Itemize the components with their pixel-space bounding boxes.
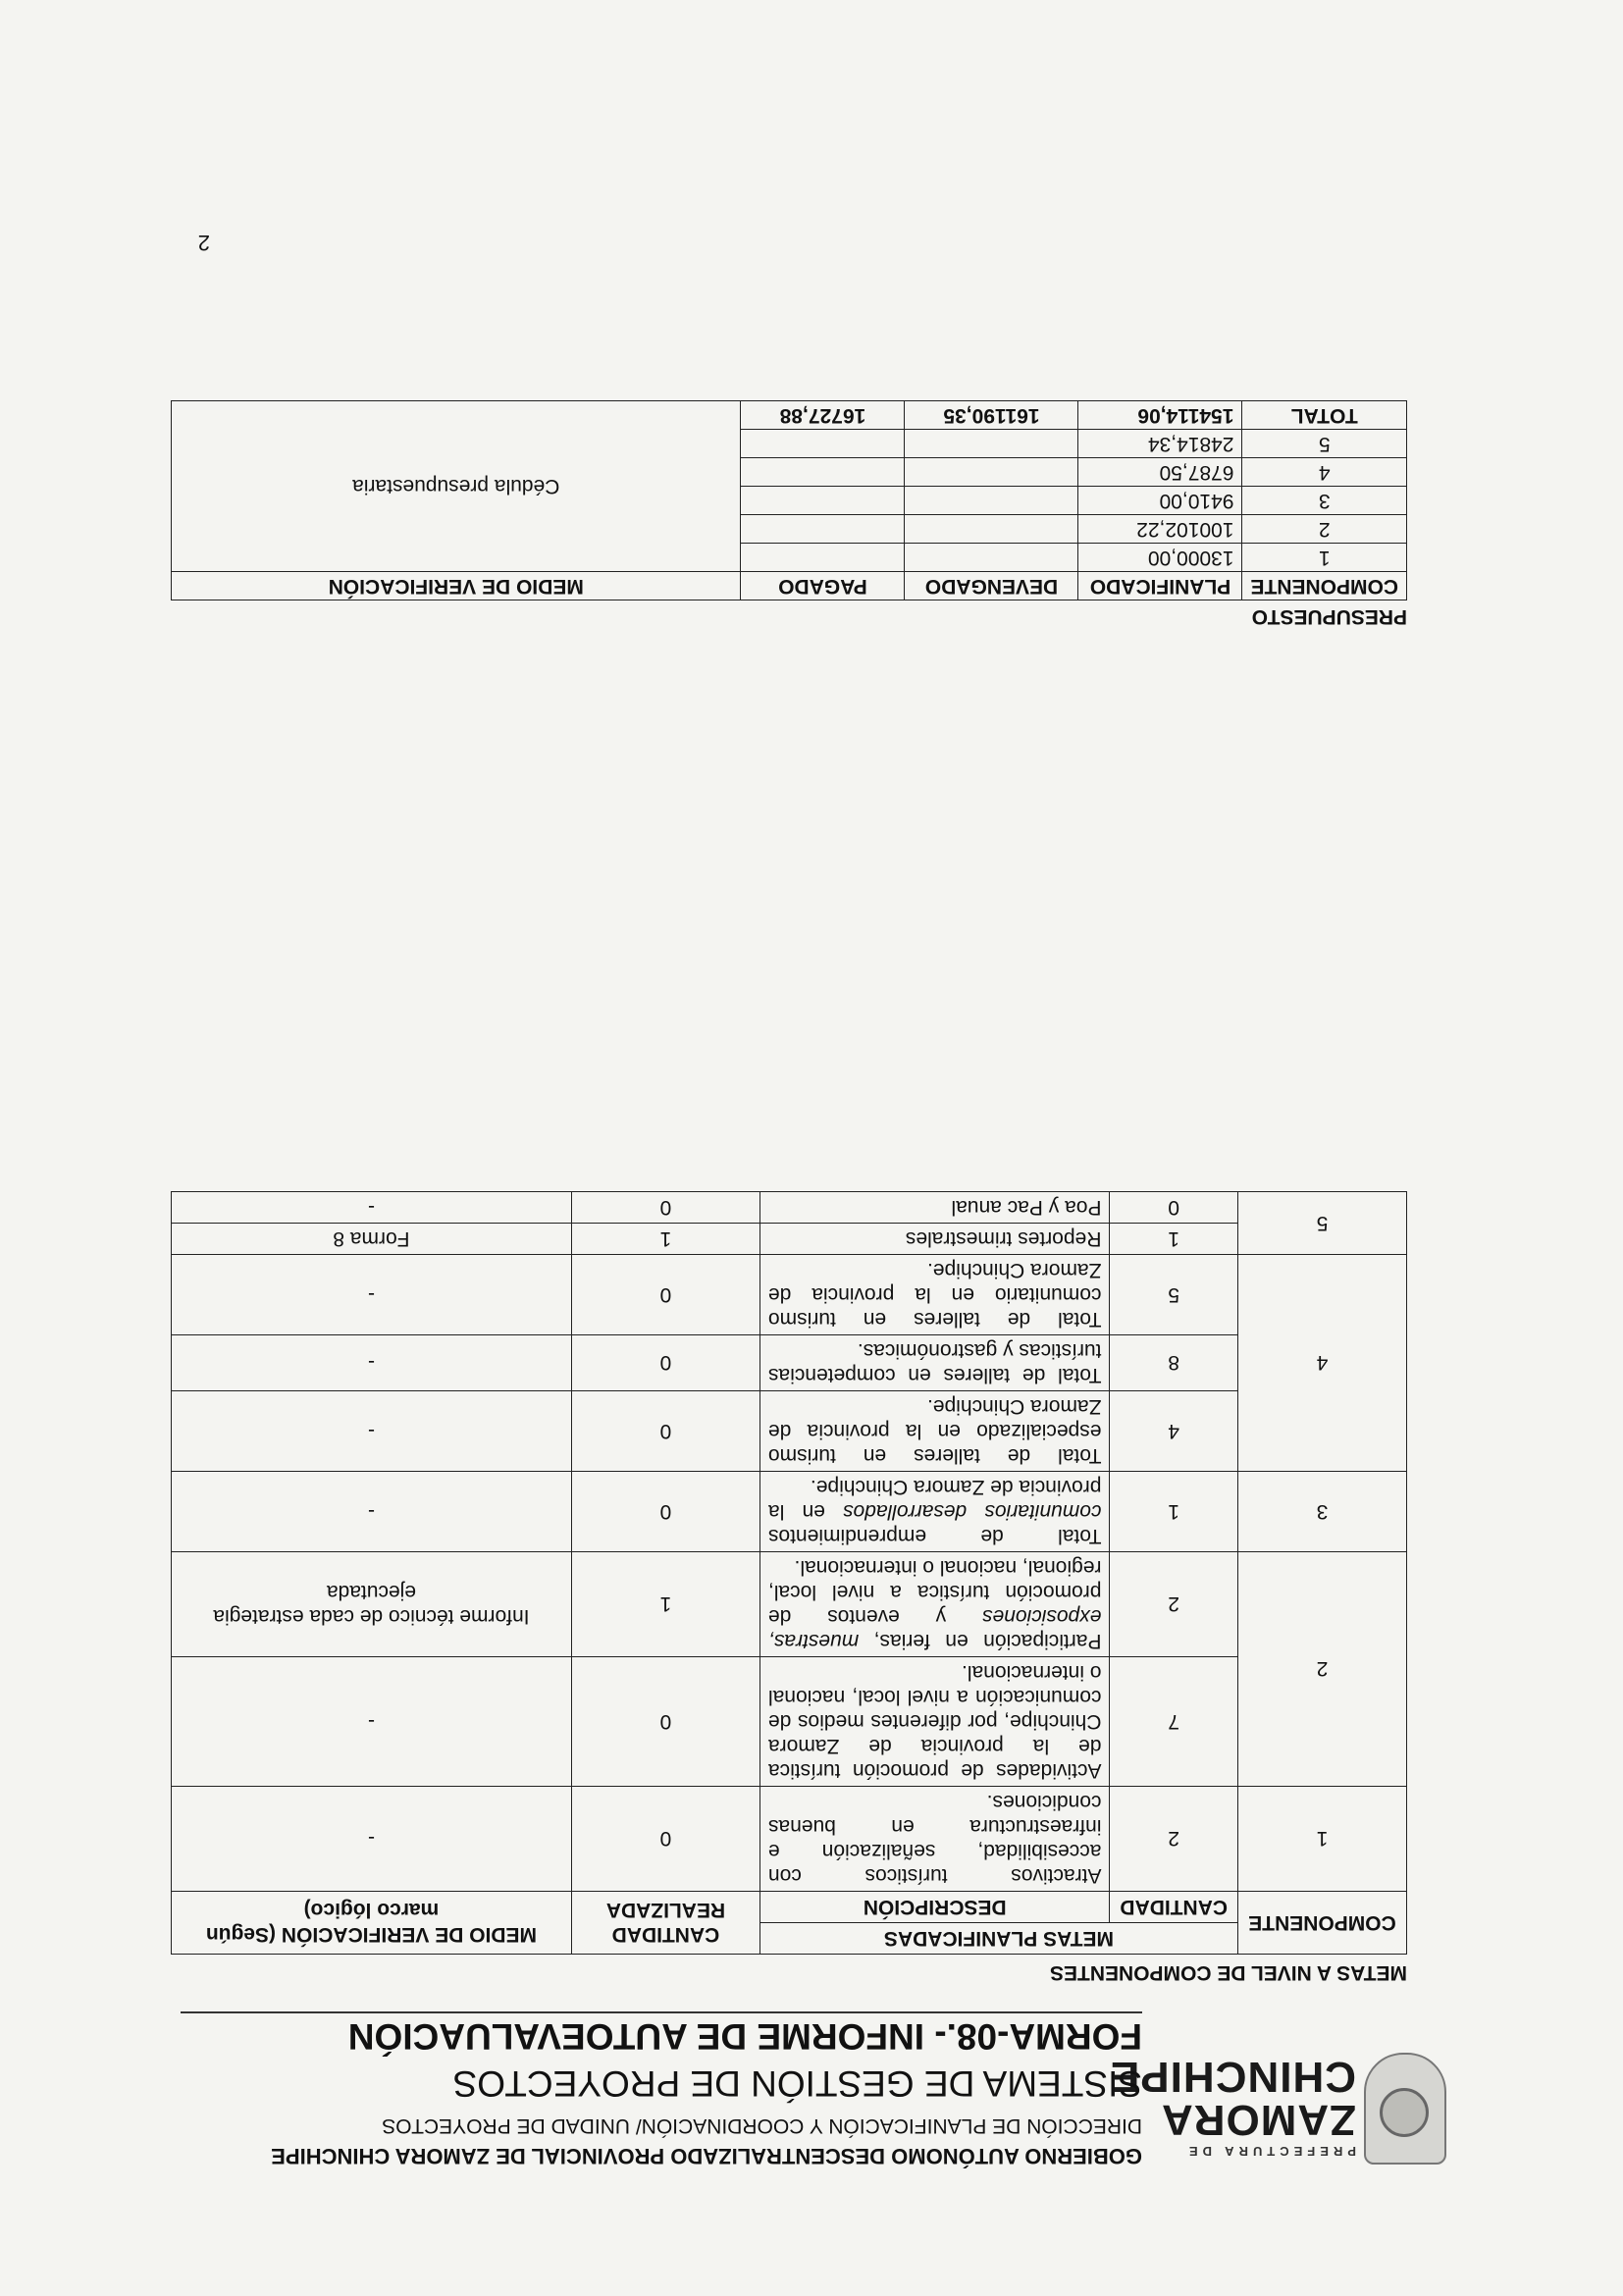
cantidad-cell: 7 — [1110, 1657, 1237, 1787]
componente-cell: 4 — [1242, 458, 1407, 487]
descripcion-cell: Total de talleres en turismo comunitario en la provincia de Zamora Chinchipe. — [759, 1255, 1109, 1335]
table-row — [172, 1192, 1407, 1224]
logo-text-chinchipe: CHINCHIPE — [1109, 2053, 1356, 2101]
medio-cell: - — [172, 1657, 572, 1787]
table-row — [172, 1472, 1407, 1552]
prefectura-logo — [1109, 2027, 1446, 2174]
componente-cell: 2 — [1242, 515, 1407, 544]
table-row — [172, 1787, 1407, 1892]
devengado-cell — [905, 487, 1078, 515]
table-row — [172, 1657, 1407, 1787]
medio-cell: - — [172, 1255, 572, 1335]
realizada-cell: 0 — [571, 1391, 759, 1472]
realizada-cell: 0 — [571, 1657, 759, 1787]
cantidad-cell: 5 — [1110, 1255, 1237, 1335]
descripcion-cell — [759, 1472, 1109, 1552]
table-row — [172, 1224, 1407, 1255]
total-pagado: 16727,88 — [741, 401, 905, 430]
total-planificado: 154114,06 — [1078, 401, 1242, 430]
table-row — [172, 544, 1407, 572]
header-divider — [181, 2011, 1142, 2013]
componente-cell: 5 — [1237, 1192, 1406, 1255]
medio-cell: - — [172, 1391, 572, 1472]
col-planificado: PLANIFICADO — [1078, 572, 1242, 600]
total-devengado: 161190,35 — [905, 401, 1078, 430]
cantidad-cell: 4 — [1110, 1391, 1237, 1472]
table-row — [172, 1335, 1407, 1391]
medio-cell: - — [172, 1787, 572, 1892]
metas-heading: METAS A NIVEL DE COMPONENTES — [1049, 1961, 1407, 1984]
pagado-cell — [741, 458, 905, 487]
descripcion-cell: Poa y Pac anual — [759, 1192, 1109, 1224]
devengado-cell — [905, 515, 1078, 544]
cantidad-cell: 2 — [1110, 1787, 1237, 1892]
planificado-cell: 24814,34 — [1078, 430, 1242, 458]
descripcion-cell: Total de talleres en turismo especializado en la provincia de Zamora Chinchipe. — [759, 1391, 1109, 1472]
realizada-cell: 0 — [571, 1335, 759, 1391]
componente-cell: 5 — [1242, 430, 1407, 458]
page-number: 2 — [197, 231, 210, 255]
planificado-cell: 100102,22 — [1078, 515, 1242, 544]
table-row — [172, 1552, 1407, 1657]
presupuesto-heading: PRESUPUESTO — [1251, 605, 1407, 628]
descripcion-cell: Total de talleres en competencias turísticas y gastronómicas. — [759, 1335, 1109, 1391]
organization-name: GOBIERNO AUTÓNOMO DESCENTRALIZADO PROVINCIAL DE ZAMORA CHINCHIPE — [271, 2144, 1142, 2168]
medio-cell: Cédula presupuestaria — [172, 401, 741, 572]
col-cantidad: CANTIDAD — [1110, 1892, 1237, 1923]
cantidad-cell: 1 — [1110, 1224, 1237, 1255]
col-componente: COMPONENTE — [1237, 1892, 1406, 1955]
logo-small-text: PREFECTURA DE — [1183, 2144, 1356, 2159]
componente-cell: 4 — [1237, 1255, 1406, 1472]
descripcion-text-italic: comunitarios desarrollados — [843, 1500, 1102, 1523]
col-metas-planificadas: METAS PLANIFICADAS — [759, 1923, 1237, 1955]
descripcion-text-a: Participación en ferias, — [859, 1630, 1102, 1652]
realizada-cell: 1 — [571, 1552, 759, 1657]
medio-cell: - — [172, 1335, 572, 1391]
componente-cell: 3 — [1237, 1472, 1406, 1552]
realizada-cell: 0 — [571, 1192, 759, 1224]
planificado-cell: 6787,50 — [1078, 458, 1242, 487]
componente-cell: 1 — [1237, 1787, 1406, 1892]
descripcion-text-b: y eventos de promoción turística a nivel local, regional, nacional o internacional. — [767, 1556, 1102, 1628]
col-componente: COMPONENTE — [1242, 572, 1407, 600]
medio-cell: - — [172, 1192, 572, 1224]
col-cantidad-realizada: CANTIDAD REALIZADA — [571, 1892, 759, 1955]
presupuesto-table — [171, 400, 1407, 600]
descripcion-text-italic: muestras, exposiciones — [767, 1605, 1102, 1652]
pagado-cell — [741, 487, 905, 515]
document-header — [181, 2011, 1476, 2178]
componente-cell: 2 — [1237, 1552, 1406, 1787]
pagado-cell — [741, 515, 905, 544]
col-medio-verificacion: MEDIO DE VERIFICACIÓN (Según marco lógico) — [172, 1892, 572, 1955]
logo-text-zamora: ZAMORA — [1160, 2096, 1356, 2144]
cantidad-cell: 2 — [1110, 1552, 1237, 1657]
realizada-cell: 1 — [571, 1224, 759, 1255]
pagado-cell — [741, 544, 905, 572]
col-descripcion: DESCRIPCIÓN — [759, 1892, 1109, 1923]
form-title: FORMA-08.- INFORME DE AUTOEVALUACIÓN — [347, 2016, 1142, 2057]
planificado-cell: 9410,00 — [1078, 487, 1242, 515]
devengado-cell — [905, 458, 1078, 487]
medio-cell: - — [172, 1472, 572, 1552]
pagado-cell — [741, 430, 905, 458]
header-titles — [181, 2015, 1142, 2178]
cantidad-cell: 8 — [1110, 1335, 1237, 1391]
descripcion-cell — [759, 1552, 1109, 1657]
descripcion-text-a: Total de emprendimientos — [767, 1525, 1102, 1547]
componente-cell: 1 — [1242, 544, 1407, 572]
col-devengado: DEVENGADO — [905, 572, 1078, 600]
realizada-cell: 0 — [571, 1255, 759, 1335]
col-medio-verificacion: MEDIO DE VERIFICACIÓN — [172, 572, 741, 600]
descripcion-cell: Reportes trimestrales — [759, 1224, 1109, 1255]
planificado-cell: 13000,00 — [1078, 544, 1242, 572]
descripcion-text-b: en la provincia de Zamora Chinchipe. — [767, 1476, 1102, 1523]
table-row — [172, 1391, 1407, 1472]
devengado-cell — [905, 544, 1078, 572]
coat-of-arms-icon — [1364, 2053, 1446, 2165]
table-row — [172, 1255, 1407, 1335]
cantidad-cell: 1 — [1110, 1472, 1237, 1552]
medio-cell: Forma 8 — [172, 1224, 572, 1255]
realizada-cell: 0 — [571, 1472, 759, 1552]
componente-cell: 3 — [1242, 487, 1407, 515]
department-name: DIRECCIÓN DE PLANIFICACIÓN Y COORDINACIÓN/ UNIDAD DE PROYECTOS — [382, 2114, 1142, 2137]
realizada-cell: 0 — [571, 1787, 759, 1892]
col-pagado: PAGADO — [741, 572, 905, 600]
descripcion-cell: Actividades de promoción turística de la provincia de Zamora Chinchipe, por diferentes medios de comunicación a nivel local, nacional o internacional. — [759, 1657, 1109, 1787]
descripcion-cell: Atractivos turísticos con accesibilidad, señalización e infraestructura en buenas condiciones. — [759, 1787, 1109, 1892]
metas-table — [171, 1191, 1407, 1955]
cantidad-cell: 0 — [1110, 1192, 1237, 1224]
devengado-cell — [905, 430, 1078, 458]
medio-cell: Informe técnico de cada estrategia ejecutada — [172, 1552, 572, 1657]
system-name: SISTEMA DE GESTIÓN DE PROYECTOS — [452, 2063, 1142, 2104]
total-label: TOTAL — [1242, 401, 1407, 430]
